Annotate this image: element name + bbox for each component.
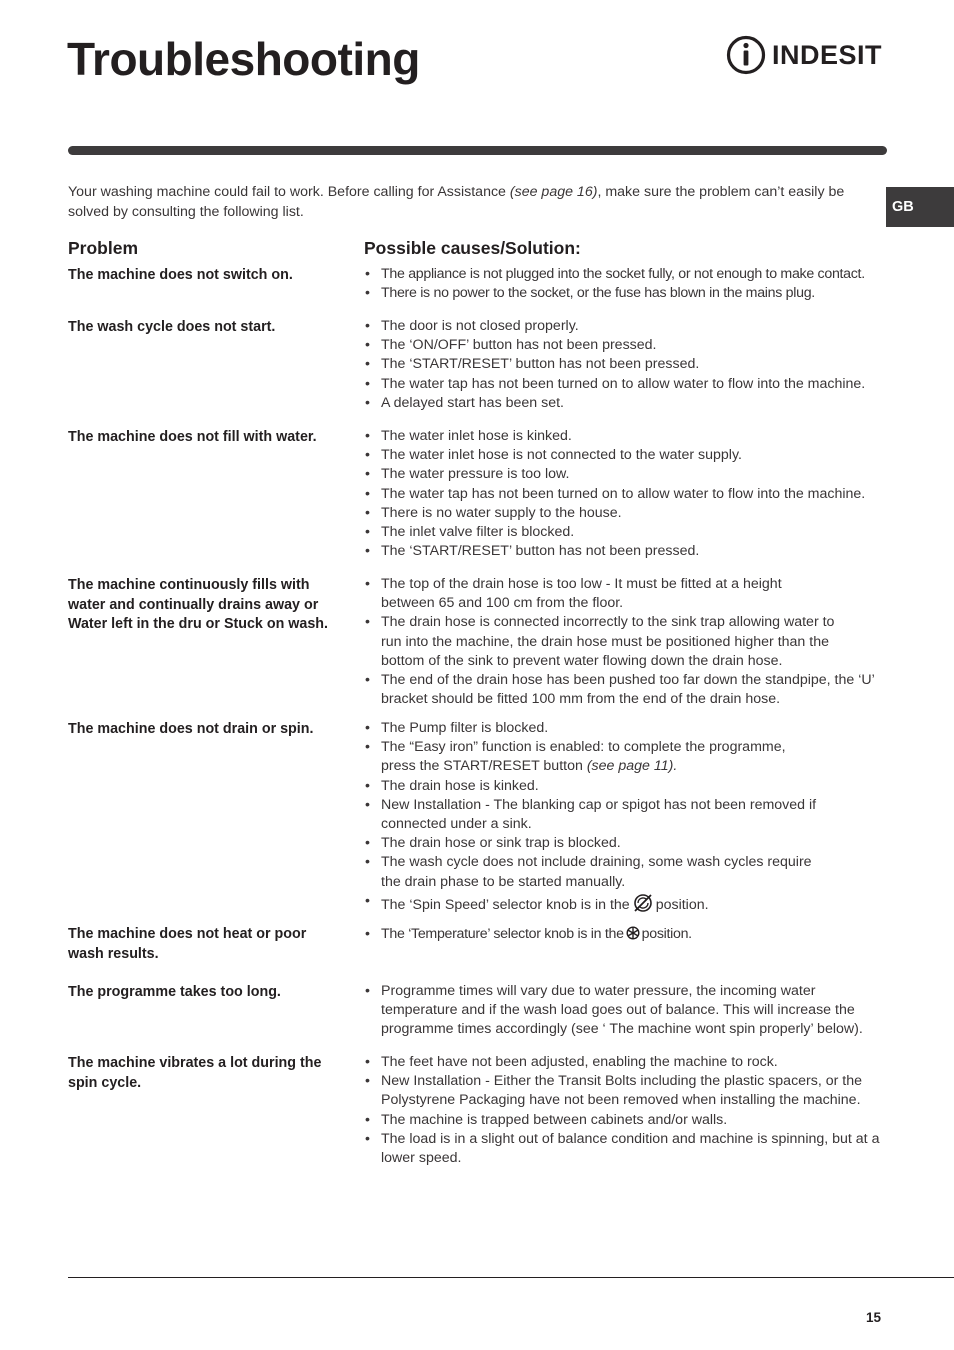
intro-page-ref: (see page 16) — [509, 184, 598, 200]
cause-item: • The water tap has not been turned on to allow water to flow into the machine. — [364, 375, 888, 394]
solution-list-cycle-not-start — [364, 317, 888, 413]
cause-item: • A delayed start has been set. — [364, 394, 888, 413]
problem-no-drain: The machine does not drain or spin. — [68, 721, 314, 737]
cause-text: position. — [655, 896, 709, 913]
cause-item: • The inlet valve filter is blocked. — [364, 523, 888, 542]
language-tab: GB — [886, 187, 954, 227]
cause-item: • Programme times will vary due to water pressure, the incoming water temperature and if the wash load goes out of balance. This will increase the programme times accordingly (see ‘ The machine wont spin properly’ below). — [364, 982, 888, 1040]
indesit-i-icon — [726, 35, 766, 75]
cause-item: • The machine is trapped between cabinets and/or walls. — [364, 1111, 888, 1130]
cause-item: • The water inlet hose is kinked. — [364, 427, 888, 446]
cause-item: • New Installation - Either the Transit Bolts including the plastic spacers, or the Polystyrene Packaging have not been removed when installing the machine. — [364, 1072, 888, 1110]
cause-item: • The end of the drain hose has been pushed too far down the standpipe, the ‘U’ bracket should be fitted 100 mm from the end of the drain hose. — [364, 671, 888, 709]
problem-programme-long: The programme takes too long. — [68, 984, 281, 1000]
problem-vibrates: The machine vibrates a lot during the spin cycle. — [68, 1055, 322, 1091]
solution-list-no-heat — [364, 925, 888, 946]
cause-item: • The door is not closed properly. — [364, 317, 888, 336]
cause-item: • The water tap has not been turned on to allow water to flow into the machine. — [364, 485, 888, 504]
cause-item — [364, 925, 888, 946]
indesit-logo — [726, 33, 888, 77]
intro-paragraph — [68, 183, 883, 222]
problem-no-fill: The machine does not fill with water. — [68, 429, 317, 445]
problem-no-switch-on: The machine does not switch on. — [68, 267, 293, 283]
page-title: Troubleshooting — [67, 33, 420, 85]
solution-list-continuous-fill — [364, 575, 888, 709]
problem-no-heat: The machine does not heat or poor wash results. — [68, 926, 307, 962]
brand-name: INDESIT — [772, 39, 883, 70]
cause-item: • The top of the drain hose is too low - It must be fitted at a height between 65 and 100 cm from the floor. — [364, 575, 888, 613]
problem-continuous-fill: The machine continuously fills with water and continually drains away or Water left in the dru or Stuck on wash. — [68, 577, 329, 632]
cause-item: • There is no power to the socket, or the fuse has blown in the mains plug. — [364, 284, 888, 303]
cause-item: • The water pressure is too low. — [364, 465, 888, 484]
solution-list-no-switch-on — [364, 265, 888, 303]
cause-item: • The appliance is not plugged into the socket fully, or not enough to make contact. — [364, 265, 888, 284]
intro-text-after: , make sure the problem can’t easily be solved by consulting the following list. — [68, 184, 845, 220]
cause-item: • The drain hose or sink trap is blocked. — [364, 834, 888, 853]
problem-column-heading: Problem — [68, 238, 139, 258]
cause-text: The ‘Spin Speed’ selector knob is in the — [381, 896, 630, 913]
cause-item: • The water inlet hose is not connected to the water supply. — [364, 446, 888, 465]
cause-item — [364, 738, 888, 776]
footer-divider — [68, 1277, 954, 1278]
no-spin-icon — [632, 892, 654, 920]
solution-list-vibrates — [364, 1053, 888, 1168]
cause-item: • The ‘START/RESET’ button has not been pressed. — [364, 355, 888, 374]
page-number: 15 — [866, 1310, 882, 1325]
solution-list-no-fill — [364, 427, 888, 561]
cause-text: position. — [641, 926, 692, 942]
cause-item: • The drain hose is kinked. — [364, 777, 888, 796]
header-divider — [68, 146, 887, 155]
solution-column-heading: Possible causes/Solution: — [364, 238, 581, 258]
cause-item: • The feet have not been adjusted, enabling the machine to rock. — [364, 1053, 888, 1072]
cause-item: • The wash cycle does not include draining, some wash cycles require the drain phase to be started manually. — [364, 853, 888, 891]
intro-text-before: Your washing machine could fail to work. Before calling for Assistance — [68, 184, 510, 200]
cold-snowflake-icon — [626, 926, 640, 946]
cause-text: The “Easy iron” function is enabled: to complete the programme, press the START/RESET button — [381, 739, 786, 775]
cause-item: • The ‘START/RESET’ button has not been pressed. — [364, 542, 888, 561]
cause-text: The ‘Temperature’ selector knob is in the — [381, 926, 624, 942]
solution-list-no-drain — [364, 719, 888, 920]
cause-item: • The Pump filter is blocked. — [364, 719, 888, 738]
solution-list-programme-long — [364, 982, 888, 1040]
cause-item: • The drain hose is connected incorrectly to the sink trap allowing water to run into the machine, the drain hose must be positioned higher than the bottom of the sink to prevent water flowing down the drain hose. — [364, 613, 888, 671]
problem-cycle-not-start: The wash cycle does not start. — [68, 319, 276, 335]
page-ref: (see page 11). — [586, 758, 678, 775]
cause-item: • The ‘ON/OFF’ button has not been pressed. — [364, 336, 888, 355]
cause-item: • The load is in a slight out of balance condition and machine is spinning, but at a lower speed. — [364, 1130, 888, 1168]
cause-item: • New Installation - The blanking cap or spigot has not been removed if connected under a sink. — [364, 796, 888, 834]
cause-item — [364, 892, 888, 920]
cause-item: • There is no water supply to the house. — [364, 504, 888, 523]
